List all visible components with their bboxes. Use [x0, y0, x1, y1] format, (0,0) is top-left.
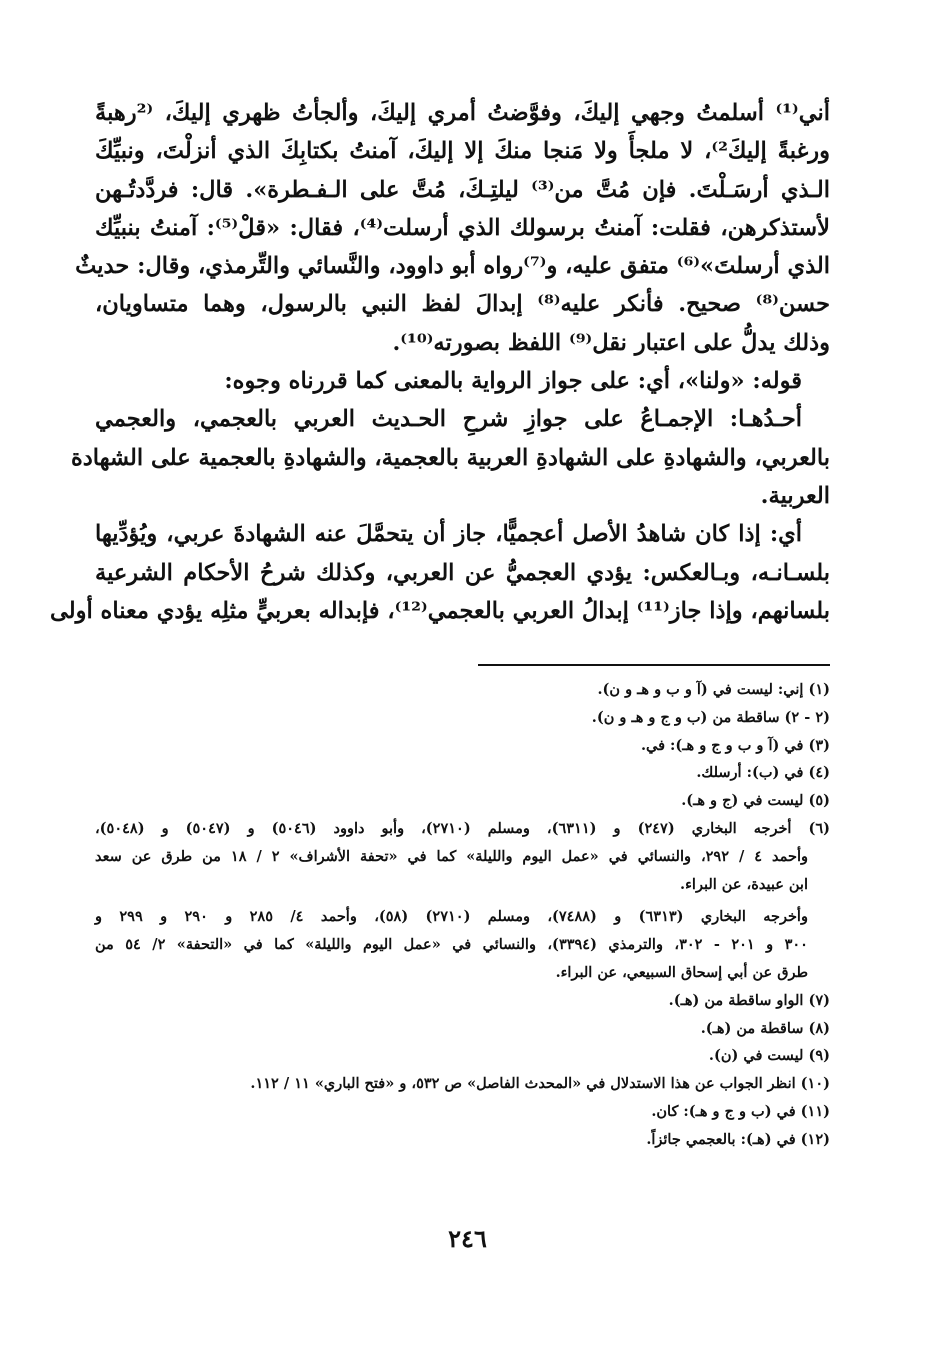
footnote-divider — [478, 664, 830, 666]
footnote: (٩) ليست في (ن). — [708, 1047, 830, 1065]
footnote: (١) إني: ليست في (آ و ب و هـ و ن). — [597, 681, 830, 698]
footnote: (٥) ليست في (ج و هـ). — [681, 792, 830, 810]
main-line: أحـدُهـا: الإجمـاعُ على جوازِ شرحِ الحـديث العربي بالعجمي، والعجمي — [95, 406, 802, 433]
main-line: ورغبةً إليكَ²⁾، لا ملجأَ ولا مَنجا منكَ إلا إليكَ، آمنتُ بكتابِكَ الذي أنزلْتَ، ونبيِّكَ — [95, 138, 830, 165]
footnote: (٦) أخرجه البخاري (٢٤٧) و (٦٣١١)، ومسلم (٢٧١٠)، وأبو داوود (٥٠٤٦) و (٥٠٤٧) و (٥٠٤٨)، — [95, 819, 831, 837]
main-line: الـذي أرسَـلْتَ. فإن مُتَّ من⁽³⁾ ليلتِـكَ، مُتَّ على الـفـطرة». قال: فردَّدتُـهن — [95, 176, 830, 203]
footnote: (٣) في (آ و ب و ج و هـ): في. — [640, 736, 830, 754]
footnote: ٣٠٠ و ٢٠١ - ٣٠٢، والترمذي (٣٣٩٤)، والنسائي في «عمل اليوم والليلة» كما في «التحفة» ٢/ ٥٤ من — [95, 936, 808, 954]
footnote: ابن عبيدة، عن البراء. — [680, 875, 808, 893]
main-line: حسن⁽⁸⁾ صحيح. فأنكر عليه⁽⁸⁾ إبدالَ لفظ النبي بالرسول، وهما متساويان، — [95, 291, 830, 318]
footnote: وأحمد ٤ / ٢٩٢، والنسائي في «عمل اليوم والليلة» كما في «تحفة الأشراف» ٢ / ١٨ من طرق عن سعد — [95, 847, 808, 865]
main-line: لأستذكرهن، فقلت: آمنتُ برسولك الذي أرسلت⁽⁴⁾، فقال: «قلْ⁽⁵⁾: آمنتُ بنبيِّك — [95, 214, 830, 241]
footnote: (٤) في (ب): أرسلك. — [696, 764, 830, 782]
main-line: أي: إذا كان شاهدُ الأصل أعجميًّا، جاز أن يتحمَّلَ عنه الشهادةَ عربي، ويُؤدِّيها — [95, 521, 802, 548]
footnote: (٢ - ٢) ساقطة من (ب و ج و هـ و ن). — [591, 708, 830, 726]
main-line: بلسانهم، وإذا جاز⁽¹¹⁾ إبدالُ العربي بالعجمي⁽¹²⁾، فإبداله بعربيٍّ مثلِه يؤدي معناه أولى — [50, 597, 830, 624]
main-line: بالعربي، والشهادةِ على الشهادةِ العربية بالعجمية، والشهادةِ بالعجمية على الشهادة — [70, 444, 830, 471]
main-line: العربية. — [760, 482, 830, 509]
footnote: (١٢) في (هـ): بالعجمي جائزاً. — [646, 1130, 830, 1148]
main-line: بلسـانـه، وبـالعكس: يؤدي العجميُّ عن العربي، وكذلك شرحُ الأحكام الشرعية — [95, 559, 830, 586]
main-line: قوله: «ولنا»، أي: على جواز الرواية بالمعنى كما قررناه وجوه: — [224, 368, 802, 395]
footnotes — [95, 676, 830, 1154]
footnote: طرق عن أبي إسحاق السبيعي، عن البراء. — [555, 963, 808, 981]
footnote: وأخرجه البخاري (٦٣١٣) و (٧٤٨٨)، ومسلم (٢٧١٠) (٥٨)، وأحمد ٤/ ٢٨٥ و ٢٩٠ و ٢٩٩ و — [95, 908, 808, 926]
main-line: الذي أرسلتَ»⁽⁶⁾ متفق عليه، و⁽⁷⁾رواه أبو داوود، والنَّسائي والتِّرمذي، وقال: حديثٌ — [75, 253, 830, 280]
footnote: (٨) ساقطة من (هـ). — [700, 1019, 830, 1037]
page-number: ٢٤٦ — [448, 1224, 487, 1253]
footnote: (١٠) انظر الجواب عن هذا الاستدلال في «المحدث الفاصل» ص ٥٣٢، و «فتح الباري» ١١ / ١١٢. — [250, 1075, 830, 1093]
main-line: وذلك يدلُّ على اعتبار نقل⁽⁹⁾ اللفظ بصورته⁽¹⁰⁾. — [392, 329, 830, 356]
footnote: (٧) الواو ساقطة من (هـ). — [668, 991, 830, 1009]
main-text — [50, 94, 830, 630]
footnote: (١١) في (ب و ج و هـ): كان. — [651, 1102, 830, 1120]
main-line: أني⁽¹⁾ أسلمتُ وجهي إليكَ، وفوَّضتُ أمري إليكَ، وألجأتُ ظهري إليكَ، ⁽²رهبةً — [95, 100, 830, 126]
